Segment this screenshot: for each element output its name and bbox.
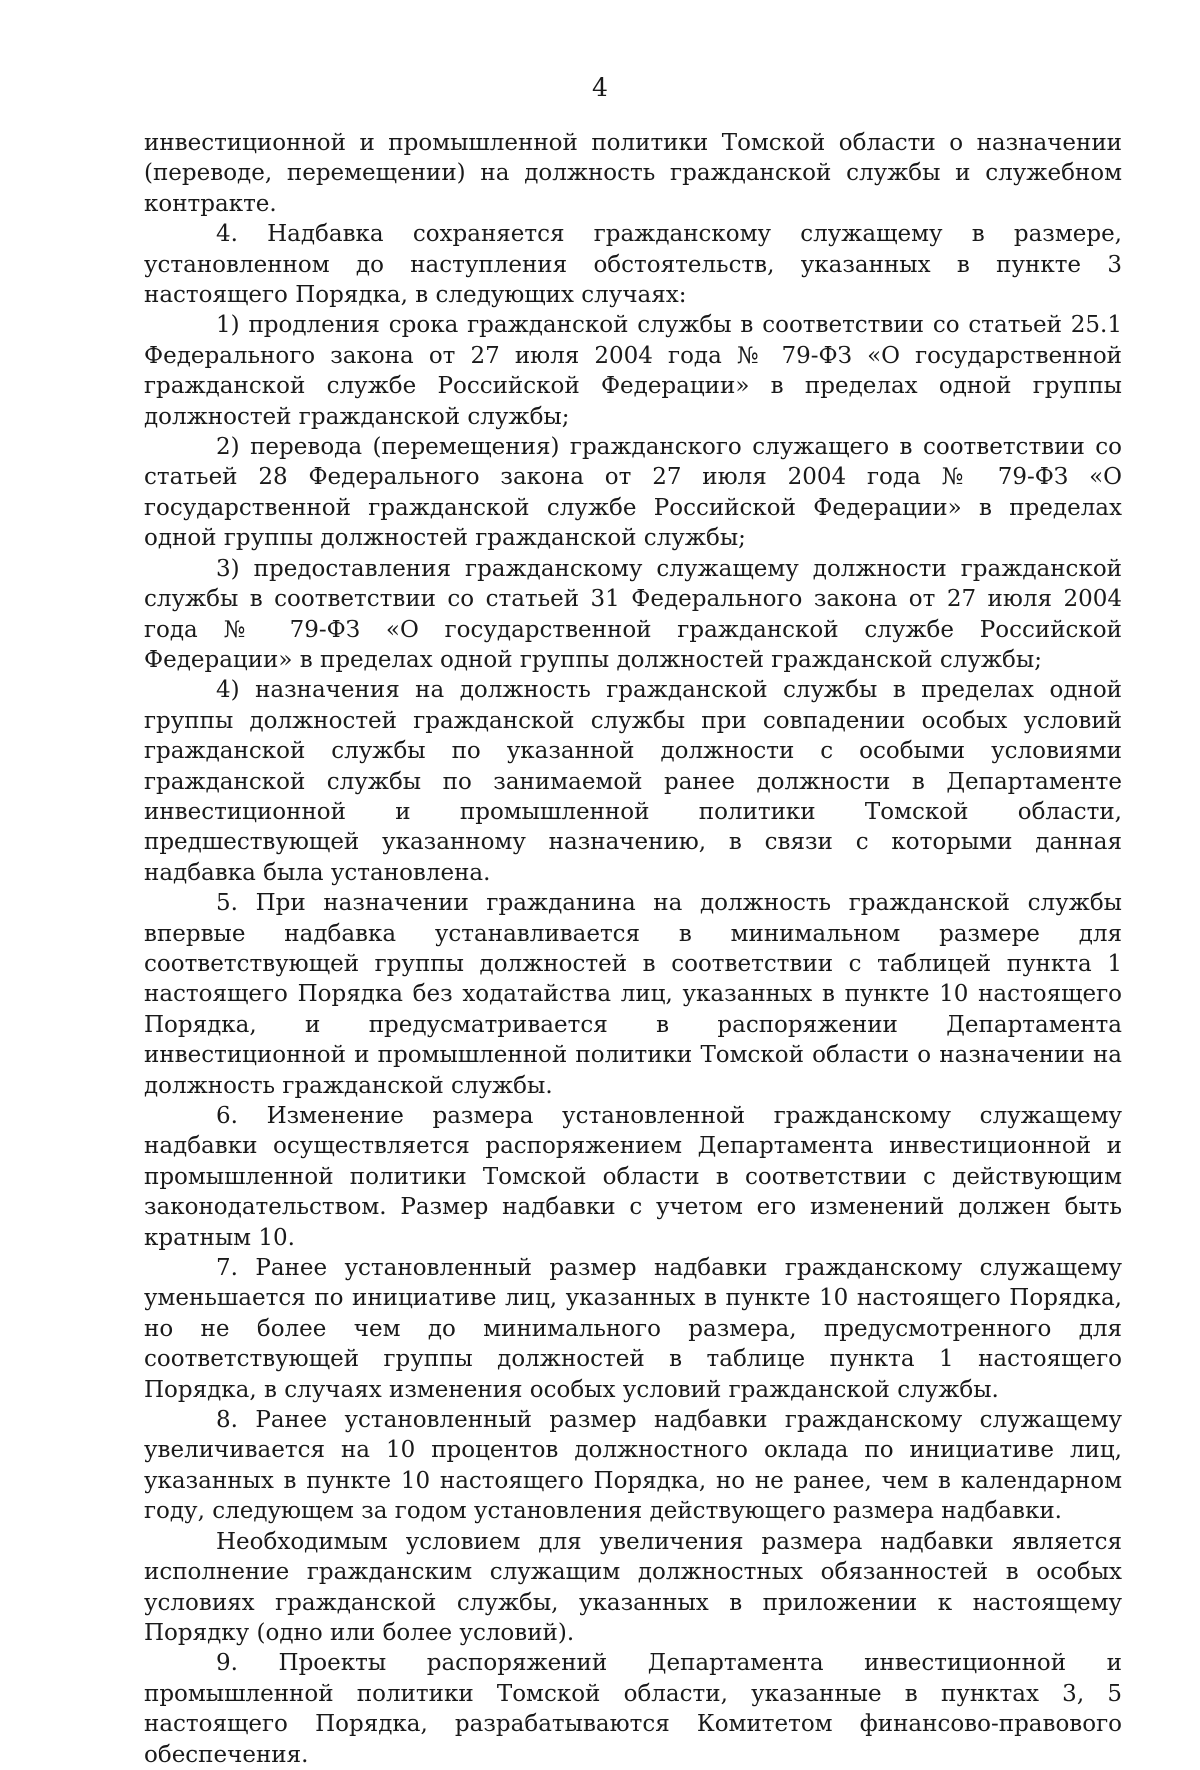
paragraph-item-5: 5. При назначении гражданина на должность гражданской службы впервые надбавка устанавливается в минимальном размере для соответствующей группы должностей в соответствии с таблицей пункта 1 настоящего Порядка без ходатайства лиц, указанных в пункте 10 настоящего Порядка, и предусматривается в распоряжении Департамента инвестиционной и промышленной политики Томской области о назначении на должность гражданской службы.	[144, 890, 1122, 1099]
paragraph-item-8: 8. Ранее установленный размер надбавки гражданскому служащему увеличивается на 10 процентов должностного оклада по инициативе лиц, указанных в пункте 10 настоящего Порядка, но не ранее, чем в календарном году, следующем за годом установления действующего размера надбавки.	[144, 1407, 1122, 1525]
paragraph-continuation: инвестиционной и промышленной политики Томской области о назначении (переводе, перемещении) на должность гражданской службы и служебном контракте.	[144, 130, 1122, 217]
paragraph-item-7: 7. Ранее установленный размер надбавки гражданскому служащему уменьшается по инициативе лиц, указанных в пункте 10 настоящего Порядка, но не более чем до минимального размера, предусмотренного для соответствующей группы должностей в таблице пункта 1 настоящего Порядка, в случаях изменения особых условий гражданской службы.	[144, 1255, 1122, 1403]
page-number: 4	[592, 73, 608, 102]
paragraph-subitem-1: 1) продления срока гражданской службы в соответствии со статьей 25.1 Федерального закона от 27 июля 2004 года № 79-ФЗ «О государственной гражданской службе Российской Федерации» в пределах одной группы должностей гражданской службы;	[144, 312, 1122, 430]
paragraph-subitem-4: 4) назначения на должность гражданской службы в пределах одной группы должностей гражданской службы при совпадении особых условий гражданской службы по указанной должности с особыми условиями гражданской службы по занимаемой ранее должности в Департаменте инвестиционной и промышленной политики Томской области, предшествующей указанному назначению, в связи с которыми данная надбавка была установлена.	[144, 677, 1122, 886]
paragraph-item-4: 4. Надбавка сохраняется гражданскому служащему в размере, установленном до наступления обстоятельств, указанных в пункте 3 настоящего Порядка, в следующих случаях:	[144, 221, 1122, 309]
paragraph-subitem-3: 3) предоставления гражданскому служащему должности гражданской службы в соответствии со статьей 31 Федерального закона от 27 июля 2004 года № 79-ФЗ «О государственной гражданской службе Российской Федерации» в пределах одной группы должностей гражданской службы;	[144, 555, 1122, 673]
paragraph-item-9: 9. Проекты распоряжений Департамента инвестиционной и промышленной политики Томской области, указанные в пунктах 3, 5 настоящего Порядка, разрабатываются Комитетом финансово-правового обеспечения.	[144, 1650, 1122, 1768]
paragraph-item-6: 6. Изменение размера установленной гражданскому служащему надбавки осуществляется распоряжением Департамента инвестиционной и промышленной политики Томской области в соответствии с действующим законодательством. Размер надбавки с учетом его изменений должен быть кратным 10.	[144, 1103, 1122, 1251]
document-body	[144, 128, 1122, 1770]
paragraph-item-8-condition: Необходимым условием для увеличения размера надбавки является исполнение гражданским служащим должностных обязанностей в особых условиях гражданской службы, указанных в приложении к настоящему Порядку (одно или более условий).	[144, 1528, 1122, 1646]
paragraph-subitem-2: 2) перевода (перемещения) гражданского служащего в соответствии со статьей 28 Федерального закона от 27 июля 2004 года № 79-ФЗ «О государственной гражданской службе Российской Федерации» в пределах одной группы должностей гражданской службы;	[144, 434, 1122, 552]
